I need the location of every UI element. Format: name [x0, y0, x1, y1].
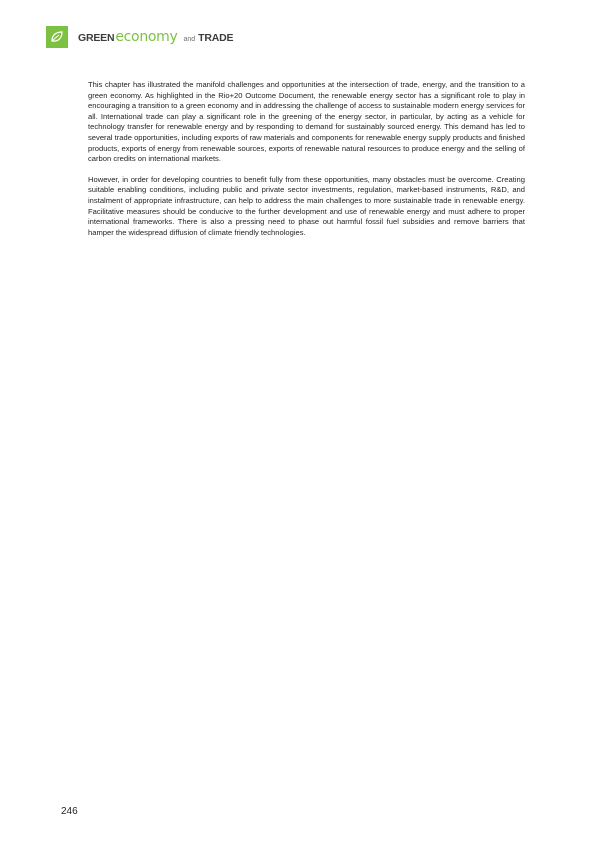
page-number: 246 — [61, 806, 78, 817]
paragraph: This chapter has illustrated the manifold challenges and opportunities at the intersection of trade, energy, and the transition to a green economy. As highlighted in the Rio+20 Outcome Document, the renewable energy sector has a significant role to play in encouraging a transition to a green economy and in addressing the challenge of access to sustainable modern energy services for all. International trade can play a significant role in the greening of the energy sector, in particular, by acting as a vehicle for technology transfer for renewable energy and by responding to demand for sustainably sourced energy. This demand has led to several trade opportunities, including exports of raw materials and components for renewable energy supply products and finished products, exports of energy from renewable sources, exports of renewable natural resources to produce energy and the selling of carbon credits on international markets. — [88, 80, 525, 164]
paragraph: However, in order for developing countries to benefit fully from these opportunities, many obstacles must be overcome. Creating suitable enabling conditions, including public and private sector investments, regulation, market-based instruments, R&D, and instalment of appropriate infrastructure, can help to address the main challenges to more sustainable trade in renewable energy. Facilitative measures should be conducive to the further development and use of renewable energy and must adhere to proper international frameworks. There is also a pressing need to phase out harmful fossil fuel subsidies and remove barriers that hamper the widespread diffusion of climate friendly technologies. — [88, 174, 525, 237]
brand-word-trade: TRADE — [198, 32, 234, 44]
leaf-icon — [49, 29, 65, 45]
brand-word-green: GREEN — [78, 32, 115, 44]
brand-word-and: and — [183, 36, 196, 43]
brand-word-economy: economy — [115, 29, 178, 45]
brand-logo — [46, 26, 68, 48]
running-header — [46, 26, 233, 48]
body-text — [88, 80, 525, 248]
brand-title — [78, 29, 233, 45]
